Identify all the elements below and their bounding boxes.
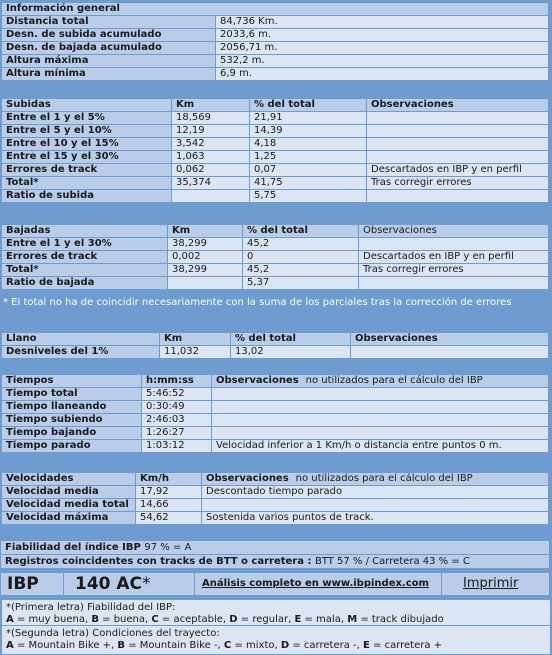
llano-km: 11,032: [160, 346, 231, 359]
subidas-header-obs: Observaciones: [367, 99, 549, 112]
velocidades-header-unit: Km/h: [136, 473, 202, 486]
tiempos-table: [1, 374, 549, 453]
legend-conditions-title: *(Segunda letra) Condiciones del trayecto:: [6, 628, 220, 639]
llano-obs: [351, 346, 549, 359]
general-value: 2056,71 m.: [216, 42, 549, 55]
velocidades-value: 17,92: [136, 486, 202, 499]
bajadas-pct: 45,2: [243, 238, 359, 251]
ibp-score: [75, 573, 151, 595]
legend-key: E: [362, 640, 370, 651]
velocidades-value: 14,66: [136, 499, 202, 512]
bajadas-km: [168, 277, 243, 290]
print-button[interactable]: Imprimir: [463, 576, 519, 591]
subidas-pct: 5,75: [250, 190, 367, 203]
total-note: * El total no ha de coincidir necesariamente con la suma de los parciales tras la corrección de errores: [3, 297, 512, 308]
tiempos-obs: [212, 388, 549, 401]
velocidades-row-label: Velocidad media: [2, 486, 136, 499]
subidas-km: 3,542: [172, 138, 250, 151]
subidas-row-label: Entre el 15 y el 30%: [2, 151, 172, 164]
subidas-km: [172, 190, 250, 203]
velocidades-obs: Sostenida varios puntos de track.: [202, 512, 549, 525]
velocidades-header: Velocidades: [2, 473, 136, 486]
subidas-km: 35,374: [172, 177, 250, 190]
velocidades-obs-note: no utilizados para el cálculo del IBP: [295, 473, 473, 484]
legend-text: = mixto,: [234, 640, 281, 651]
general-table: [1, 2, 549, 81]
fiabilidad-panel: [1, 541, 549, 569]
legend-key: B: [91, 614, 99, 625]
bajadas-row-label: Entre el 1 y el 30%: [2, 238, 168, 251]
tiempos-value: 1:03:12: [142, 440, 212, 453]
subidas-km: 18,569: [172, 112, 250, 125]
legend-key: D: [280, 640, 290, 651]
legend-text: = carretera -,: [292, 640, 363, 651]
velocidades-obs-title: Observaciones: [206, 473, 289, 484]
bajadas-header-pct: % del total: [243, 225, 359, 238]
bajadas-km: 0,002: [168, 251, 243, 264]
velocidades-value: 54,62: [136, 512, 202, 525]
bajadas-header: Bajadas: [2, 225, 168, 238]
general-label: Altura mínima: [2, 68, 216, 81]
velocidades-row-label: Velocidad máxima: [2, 512, 136, 525]
subidas-obs: Descartados en IBP y en perfil: [367, 164, 549, 177]
tiempos-header: Tiempos: [2, 375, 142, 388]
subidas-row-label: Errores de track: [2, 164, 172, 177]
subidas-km: 1,063: [172, 151, 250, 164]
ibp-score-star: *: [142, 574, 151, 594]
tiempos-value: 5:46:52: [142, 388, 212, 401]
legend-reliability-title: *(Primera letra) Fiabilidad del IBP:: [6, 602, 176, 613]
legend-key: M: [347, 614, 358, 625]
tiempos-row-label: Tiempo total: [2, 388, 142, 401]
subidas-obs: [367, 112, 549, 125]
ibp-bar: [1, 573, 549, 595]
fiabilidad-value: 97 % = A: [144, 542, 192, 553]
subidas-km: 12,19: [172, 125, 250, 138]
legend-text: = track dibujado: [360, 614, 444, 625]
subidas-pct: 21,91: [250, 112, 367, 125]
registros-label: Registros coincidentes con tracks de BTT o carretera :: [5, 556, 312, 567]
general-label: Distancia total: [2, 16, 216, 29]
tiempos-obs: Velocidad inferior a 1 Km/h o distancia entre puntos 0 m.: [212, 440, 549, 453]
llano-header-pct: % del total: [231, 333, 351, 346]
velocidades-obs: [202, 499, 549, 512]
subidas-obs: [367, 138, 549, 151]
general-title: Información general: [2, 3, 549, 16]
bajadas-obs: [359, 238, 549, 251]
registros-row: [1, 555, 549, 568]
legend-text: = carretera +: [373, 640, 443, 651]
subidas-obs: [367, 125, 549, 138]
fiabilidad-row: [1, 541, 549, 554]
legend-text: = buena,: [102, 614, 152, 625]
subidas-row-label: Entre el 10 y el 15%: [2, 138, 172, 151]
velocidades-obs: Descontado tiempo parado: [202, 486, 549, 499]
subidas-pct: 0,07: [250, 164, 367, 177]
subidas-row-label: Entre el 5 y el 10%: [2, 125, 172, 138]
subidas-obs: [367, 151, 549, 164]
legend-key: E: [294, 614, 302, 625]
subidas-pct: 14,39: [250, 125, 367, 138]
tiempos-header-obs: [212, 375, 549, 388]
bajadas-header-obs: Observaciones: [359, 225, 549, 238]
bajadas-table: [1, 224, 549, 290]
velocidades-header-obs: [202, 473, 549, 486]
subidas-header: Subidas: [2, 99, 172, 112]
llano-header: Llano: [2, 333, 160, 346]
general-label: Altura máxima: [2, 55, 216, 68]
subidas-header-km: Km: [172, 99, 250, 112]
bajadas-obs: Tras corregir errores: [359, 264, 549, 277]
llano-row-label: Desniveles del 1%: [2, 346, 160, 359]
tiempos-header-time: h:mm:ss: [142, 375, 212, 388]
subidas-obs: Tras corregir errores: [367, 177, 549, 190]
tiempos-row-label: Tiempo parado: [2, 440, 142, 453]
legend-key: D: [229, 614, 238, 625]
subidas-km: 0,062: [172, 164, 250, 177]
bajadas-row-label: Total*: [2, 264, 168, 277]
bajadas-km: 38,299: [168, 238, 243, 251]
bajadas-header-km: Km: [168, 225, 243, 238]
llano-pct: 13,02: [231, 346, 351, 359]
bajadas-obs: [359, 277, 549, 290]
tiempos-obs: [212, 427, 549, 440]
legend-text: = Mountain Bike +,: [16, 640, 118, 651]
subidas-obs: [367, 190, 549, 203]
subidas-row-label: Total*: [2, 177, 172, 190]
subidas-pct: 1,25: [250, 151, 367, 164]
bajadas-km: 38,299: [168, 264, 243, 277]
llano-header-km: Km: [160, 333, 231, 346]
subidas-header-pct: % del total: [250, 99, 367, 112]
legend-text: = muy buena,: [16, 614, 92, 625]
general-value: 6,9 m.: [216, 68, 549, 81]
tiempos-row-label: Tiempo llaneando: [2, 401, 142, 414]
tiempos-value: 1:26:27: [142, 427, 212, 440]
legend-text: = Mountain Bike -,: [128, 640, 224, 651]
general-value: 84,736 Km.: [216, 16, 549, 29]
tiempos-row-label: Tiempo subiendo: [2, 414, 142, 427]
llano-table: [1, 332, 549, 359]
tiempos-obs: [212, 414, 549, 427]
general-label: Desn. de bajada acumulado: [2, 42, 216, 55]
bajadas-row-label: Errores de track: [2, 251, 168, 264]
subidas-pct: 41,75: [250, 177, 367, 190]
subidas-pct: 4,18: [250, 138, 367, 151]
legend-conditions-items: [6, 640, 546, 652]
bajadas-pct: 45,2: [243, 264, 359, 277]
subidas-table: [1, 98, 549, 203]
subidas-row-label: Entre el 1 y el 5%: [2, 112, 172, 125]
legend-text: = regular,: [240, 614, 295, 625]
legend-key: B: [117, 640, 126, 651]
legend-text: = mala,: [304, 614, 348, 625]
legend-text: = aceptable,: [161, 614, 230, 625]
llano-header-obs: Observaciones: [351, 333, 549, 346]
subidas-row-label: Ratio de subida: [2, 190, 172, 203]
ibpindex-link[interactable]: Análisis completo en www.ibpindex.com: [202, 578, 429, 589]
legend-key: C: [151, 614, 159, 625]
legend-key: C: [223, 640, 232, 651]
tiempos-value: 2:46:03: [142, 414, 212, 427]
registros-value: BTT 57 % / Carretera 43 % = C: [314, 556, 470, 567]
bajadas-pct: 0: [243, 251, 359, 264]
legend-key: A: [6, 640, 14, 651]
ibp-label: IBP: [7, 574, 39, 594]
velocidades-row-label: Velocidad media total: [2, 499, 136, 512]
ibp-score-value: 140 AC: [75, 574, 143, 594]
tiempos-obs-title: Observaciones: [216, 375, 299, 386]
bajadas-obs: Descartados en IBP y en perfil: [359, 251, 549, 264]
legend-conditions: [1, 625, 551, 655]
general-value: 2033,6 m.: [216, 29, 549, 42]
bajadas-row-label: Ratio de bajada: [2, 277, 168, 290]
tiempos-value: 0:30:49: [142, 401, 212, 414]
tiempos-obs-note: no utilizados para el cálculo del IBP: [305, 375, 483, 386]
fiabilidad-label: Fiabilidad del índice IBP: [5, 542, 141, 553]
tiempos-row-label: Tiempo bajando: [2, 427, 142, 440]
bajadas-pct: 5,37: [243, 277, 359, 290]
legend-key: A: [6, 614, 14, 625]
general-value: 532,2 m.: [216, 55, 549, 68]
velocidades-table: [1, 472, 549, 525]
general-label: Desn. de subida acumulado: [2, 29, 216, 42]
tiempos-obs: [212, 401, 549, 414]
